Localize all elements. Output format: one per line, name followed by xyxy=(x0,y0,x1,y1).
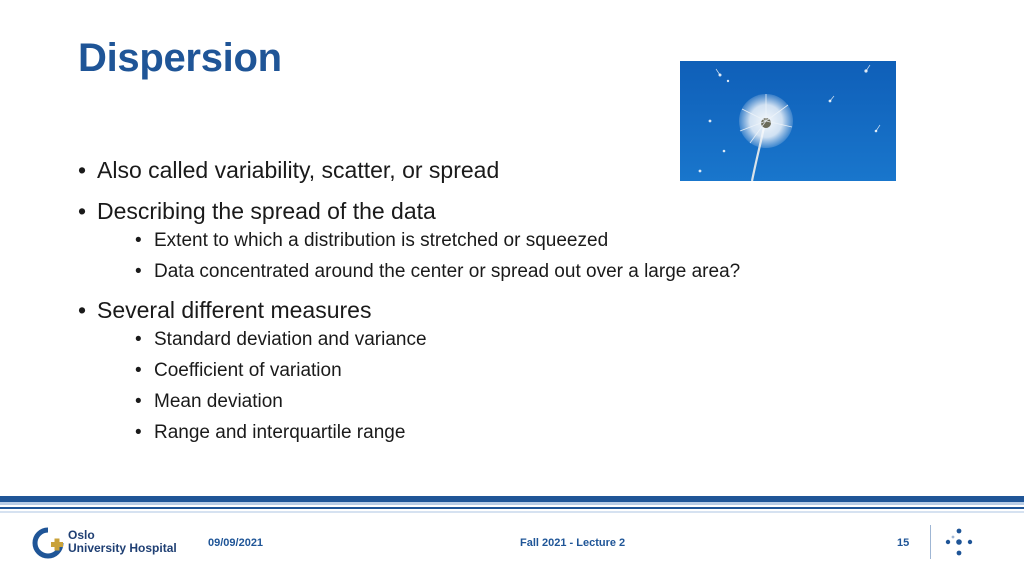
bullet-item xyxy=(78,155,838,185)
sub-bullet-list xyxy=(97,228,838,284)
hospital-logo-icon xyxy=(32,527,64,559)
slide-title: Dispersion xyxy=(78,36,282,80)
bullet-icon: • xyxy=(135,422,142,443)
sub-bullet-item xyxy=(135,259,838,284)
sub-bullet-item xyxy=(135,358,838,383)
bullet-icon: • xyxy=(135,230,142,251)
hospital-logo xyxy=(32,527,182,561)
bullet-list xyxy=(78,155,838,445)
footer-band xyxy=(0,502,1024,505)
bullet-text: Describing the spread of the data xyxy=(97,198,436,224)
sub-bullet-list xyxy=(97,327,838,445)
bullet-text: Several different measures xyxy=(97,297,372,323)
sub-bullet-text: Mean deviation xyxy=(154,391,283,412)
bullet-item xyxy=(78,196,838,284)
sub-bullet-text: Range and interquartile range xyxy=(154,422,406,443)
footer-lecture: Fall 2021 - Lecture 2 xyxy=(520,537,626,549)
footer-date: 09/09/2021 xyxy=(208,537,264,549)
bullet-item xyxy=(78,295,838,445)
bullet-icon: • xyxy=(135,329,142,350)
sub-bullet-item xyxy=(135,327,838,352)
bullet-icon: • xyxy=(135,261,142,282)
sub-bullet-item xyxy=(135,389,838,414)
sub-bullet-text: Data concentrated around the center or spread out over a large area? xyxy=(154,261,741,282)
sub-bullet-text: Extent to which a distribution is stretched or squeezed xyxy=(154,230,609,251)
page-number: 15 xyxy=(897,537,910,549)
bullet-icon: • xyxy=(135,360,142,381)
footer-band xyxy=(0,507,1024,509)
sub-bullet-text: Coefficient of variation xyxy=(154,360,342,381)
logo-text-line1: Oslo xyxy=(68,528,95,542)
footer-band xyxy=(0,511,1024,513)
bullet-icon: • xyxy=(135,391,142,412)
bullet-icon: • xyxy=(78,157,87,183)
bullet-icon: • xyxy=(78,198,87,224)
sub-bullet-item xyxy=(135,420,838,445)
bullet-icon: • xyxy=(78,297,87,323)
sub-bullet-text: Standard deviation and variance xyxy=(154,329,427,350)
sub-bullet-item xyxy=(135,228,838,253)
logo-text-line2: University Hospital xyxy=(68,541,177,555)
footer-divider xyxy=(930,525,931,559)
bullet-text: Also called variability, scatter, or spread xyxy=(97,157,500,183)
dots-cross-icon xyxy=(944,528,974,556)
